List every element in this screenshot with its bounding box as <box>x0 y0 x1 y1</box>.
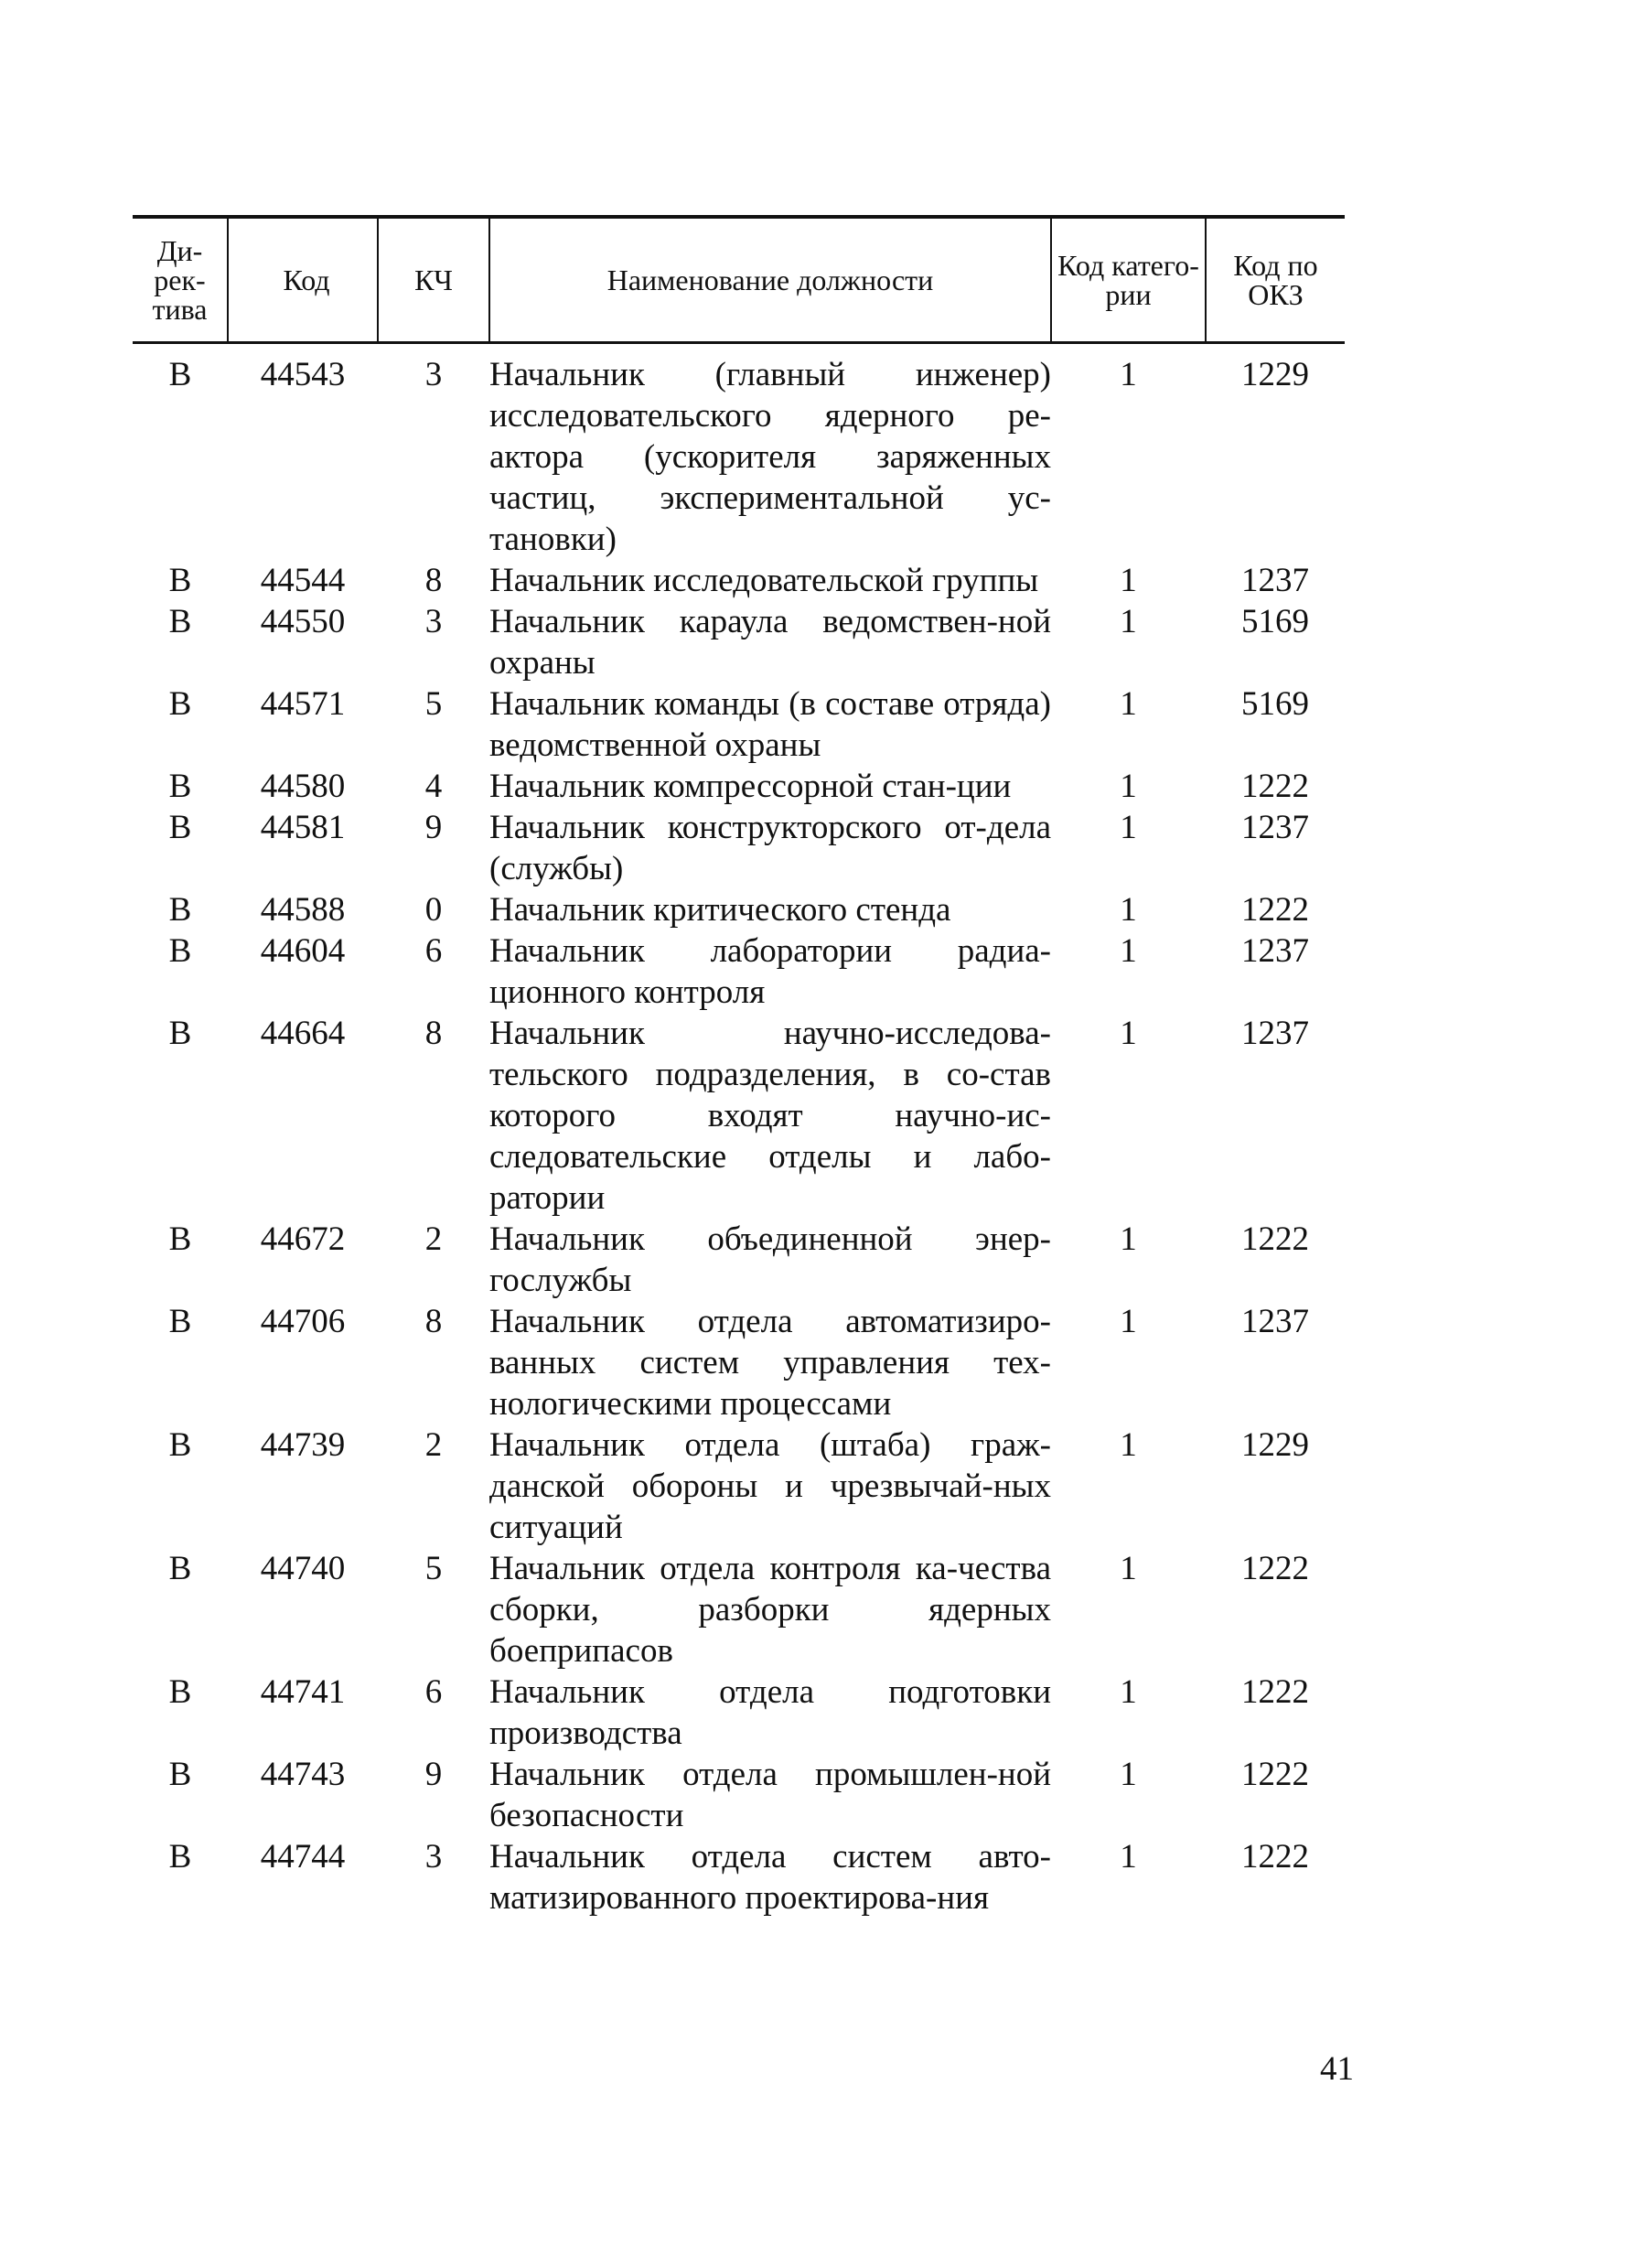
cell-code: 44588 <box>260 890 346 929</box>
positions-table <box>133 215 1345 1919</box>
cell-category-code: 1 <box>1120 602 1137 640</box>
cell-okz-code: 1229 <box>1241 1425 1309 1464</box>
cell-category-code: 1 <box>1120 1755 1137 1793</box>
table-row <box>133 1548 1345 1671</box>
cell-directive: В <box>168 1302 192 1340</box>
cell-kch: 9 <box>424 1755 443 1793</box>
table-header <box>133 217 1345 342</box>
cell-category-code: 1 <box>1120 1549 1137 1587</box>
cell-directive: В <box>168 561 192 599</box>
table-row <box>133 1301 1345 1424</box>
table-row <box>133 1424 1345 1548</box>
cell-position-name: Начальник исследовательской группы <box>489 561 1039 599</box>
cell-category-code: 1 <box>1120 767 1137 805</box>
cell-okz-code: 1222 <box>1241 1755 1309 1793</box>
cell-position-name: Начальник (главный инженер) исследовательского ядерного ре-актора (ускорителя заряженных частиц, экспериментальной ус-тановки) <box>489 355 1051 558</box>
table-row <box>133 342 1345 560</box>
cell-code: 44739 <box>260 1425 346 1464</box>
cell-category-code: 1 <box>1120 1672 1137 1711</box>
table-row <box>133 1013 1345 1219</box>
cell-category-code: 1 <box>1120 931 1137 970</box>
cell-code: 44672 <box>260 1220 346 1258</box>
table-row <box>133 807 1345 889</box>
cell-directive: В <box>168 684 192 723</box>
cell-directive: В <box>168 931 192 970</box>
cell-kch: 8 <box>424 1014 443 1052</box>
table-row <box>133 560 1345 601</box>
cell-directive: В <box>168 808 192 846</box>
page-number: 41 <box>1320 2050 1354 2088</box>
cell-code: 44604 <box>260 931 346 970</box>
cell-okz-code: 1237 <box>1241 1302 1309 1340</box>
cell-okz-code: 1222 <box>1241 767 1309 805</box>
header-kch: КЧ <box>378 217 489 342</box>
cell-position-name: Начальник лаборатории радиа-ционного контроля <box>489 931 1051 1011</box>
table-body <box>133 342 1345 1919</box>
cell-kch: 5 <box>424 1549 443 1587</box>
table-row <box>133 766 1345 807</box>
cell-category-code: 1 <box>1120 561 1137 599</box>
cell-okz-code: 1237 <box>1241 561 1309 599</box>
cell-kch: 0 <box>424 890 443 929</box>
cell-category-code: 1 <box>1120 1425 1137 1464</box>
cell-position-name: Начальник отдела контроля ка-чества сборки, разборки ядерных боеприпасов <box>489 1549 1051 1670</box>
cell-directive: В <box>168 1837 192 1876</box>
cell-directive: В <box>168 1425 192 1464</box>
cell-code: 44706 <box>260 1302 346 1340</box>
cell-okz-code: 1222 <box>1241 1549 1309 1587</box>
cell-kch: 3 <box>424 1837 443 1876</box>
cell-category-code: 1 <box>1120 355 1137 393</box>
header-category-code: Код катего-рии <box>1051 217 1206 342</box>
cell-okz-code: 1222 <box>1241 1837 1309 1876</box>
cell-category-code: 1 <box>1120 1837 1137 1876</box>
cell-okz-code: 5169 <box>1241 684 1309 723</box>
cell-position-name: Начальник объединенной энер-гослужбы <box>489 1220 1051 1299</box>
cell-directive: В <box>168 1220 192 1258</box>
cell-code: 44744 <box>260 1837 346 1876</box>
cell-kch: 2 <box>424 1220 443 1258</box>
cell-category-code: 1 <box>1120 684 1137 723</box>
cell-directive: В <box>168 1755 192 1793</box>
header-okz-code: Код по ОКЗ <box>1206 217 1345 342</box>
header-code: Код <box>228 217 378 342</box>
cell-kch: 5 <box>424 684 443 723</box>
cell-okz-code: 1237 <box>1241 931 1309 970</box>
cell-kch: 9 <box>424 808 443 846</box>
cell-category-code: 1 <box>1120 1220 1137 1258</box>
cell-kch: 3 <box>424 602 443 640</box>
cell-directive: В <box>168 890 192 929</box>
cell-category-code: 1 <box>1120 1014 1137 1052</box>
cell-code: 44544 <box>260 561 346 599</box>
cell-code: 44741 <box>260 1672 346 1711</box>
cell-okz-code: 1237 <box>1241 1014 1309 1052</box>
table-row <box>133 683 1345 766</box>
cell-position-name: Начальник конструкторского от-дела (службы) <box>489 808 1051 887</box>
cell-directive: В <box>168 602 192 640</box>
cell-category-code: 1 <box>1120 808 1137 846</box>
cell-code: 44550 <box>260 602 346 640</box>
cell-code: 44740 <box>260 1549 346 1587</box>
cell-position-name: Начальник караула ведомствен-ной охраны <box>489 602 1051 682</box>
cell-kch: 3 <box>424 355 443 393</box>
table-row <box>133 1671 1345 1754</box>
cell-category-code: 1 <box>1120 1302 1137 1340</box>
cell-kch: 8 <box>424 561 443 599</box>
cell-directive: В <box>168 1672 192 1711</box>
cell-okz-code: 1237 <box>1241 808 1309 846</box>
cell-kch: 2 <box>424 1425 443 1464</box>
cell-directive: В <box>168 355 192 393</box>
table-row <box>133 1836 1345 1919</box>
cell-position-name: Начальник компрессорной стан-ции <box>489 767 1012 805</box>
table-row <box>133 1219 1345 1301</box>
table-row <box>133 601 1345 683</box>
cell-kch: 8 <box>424 1302 443 1340</box>
cell-position-name: Начальник отдела промышлен-ной безопасности <box>489 1755 1051 1834</box>
cell-code: 44664 <box>260 1014 346 1052</box>
header-position-name: Наименование должности <box>489 217 1051 342</box>
cell-position-name: Начальник отдела систем авто-матизированного проектирова-ния <box>489 1837 1051 1917</box>
cell-code: 44743 <box>260 1755 346 1793</box>
cell-position-name: Начальник отдела (штаба) граж-данской обороны и чрезвычай-ных ситуаций <box>489 1425 1051 1546</box>
table-row <box>133 930 1345 1013</box>
cell-okz-code: 1222 <box>1241 1672 1309 1711</box>
cell-position-name: Начальник отдела автоматизиро-ванных систем управления тех-нологическими процессами <box>489 1302 1051 1423</box>
table-row <box>133 1754 1345 1836</box>
cell-position-name: Начальник отдела подготовки производства <box>489 1672 1051 1752</box>
cell-code: 44543 <box>260 355 346 393</box>
cell-position-name: Начальник критического стенда <box>489 890 951 929</box>
cell-position-name: Начальник научно-исследова-тельского подразделения, в со-став которого входят научно-ис-следовательские отделы и лабо-ратории <box>489 1014 1051 1217</box>
cell-okz-code: 1222 <box>1241 1220 1309 1258</box>
cell-directive: В <box>168 1549 192 1587</box>
cell-okz-code: 1229 <box>1241 355 1309 393</box>
cell-directive: В <box>168 1014 192 1052</box>
header-directive: Ди-рек-тива <box>133 217 228 342</box>
cell-code: 44571 <box>260 684 346 723</box>
cell-position-name: Начальник команды (в составе отряда) ведомственной охраны <box>489 684 1051 764</box>
cell-category-code: 1 <box>1120 890 1137 929</box>
cell-okz-code: 1222 <box>1241 890 1309 929</box>
cell-code: 44580 <box>260 767 346 805</box>
table-row <box>133 889 1345 930</box>
cell-kch: 4 <box>424 767 443 805</box>
cell-kch: 6 <box>424 1672 443 1711</box>
cell-kch: 6 <box>424 931 443 970</box>
cell-okz-code: 5169 <box>1241 602 1309 640</box>
cell-directive: В <box>168 767 192 805</box>
cell-code: 44581 <box>260 808 346 846</box>
